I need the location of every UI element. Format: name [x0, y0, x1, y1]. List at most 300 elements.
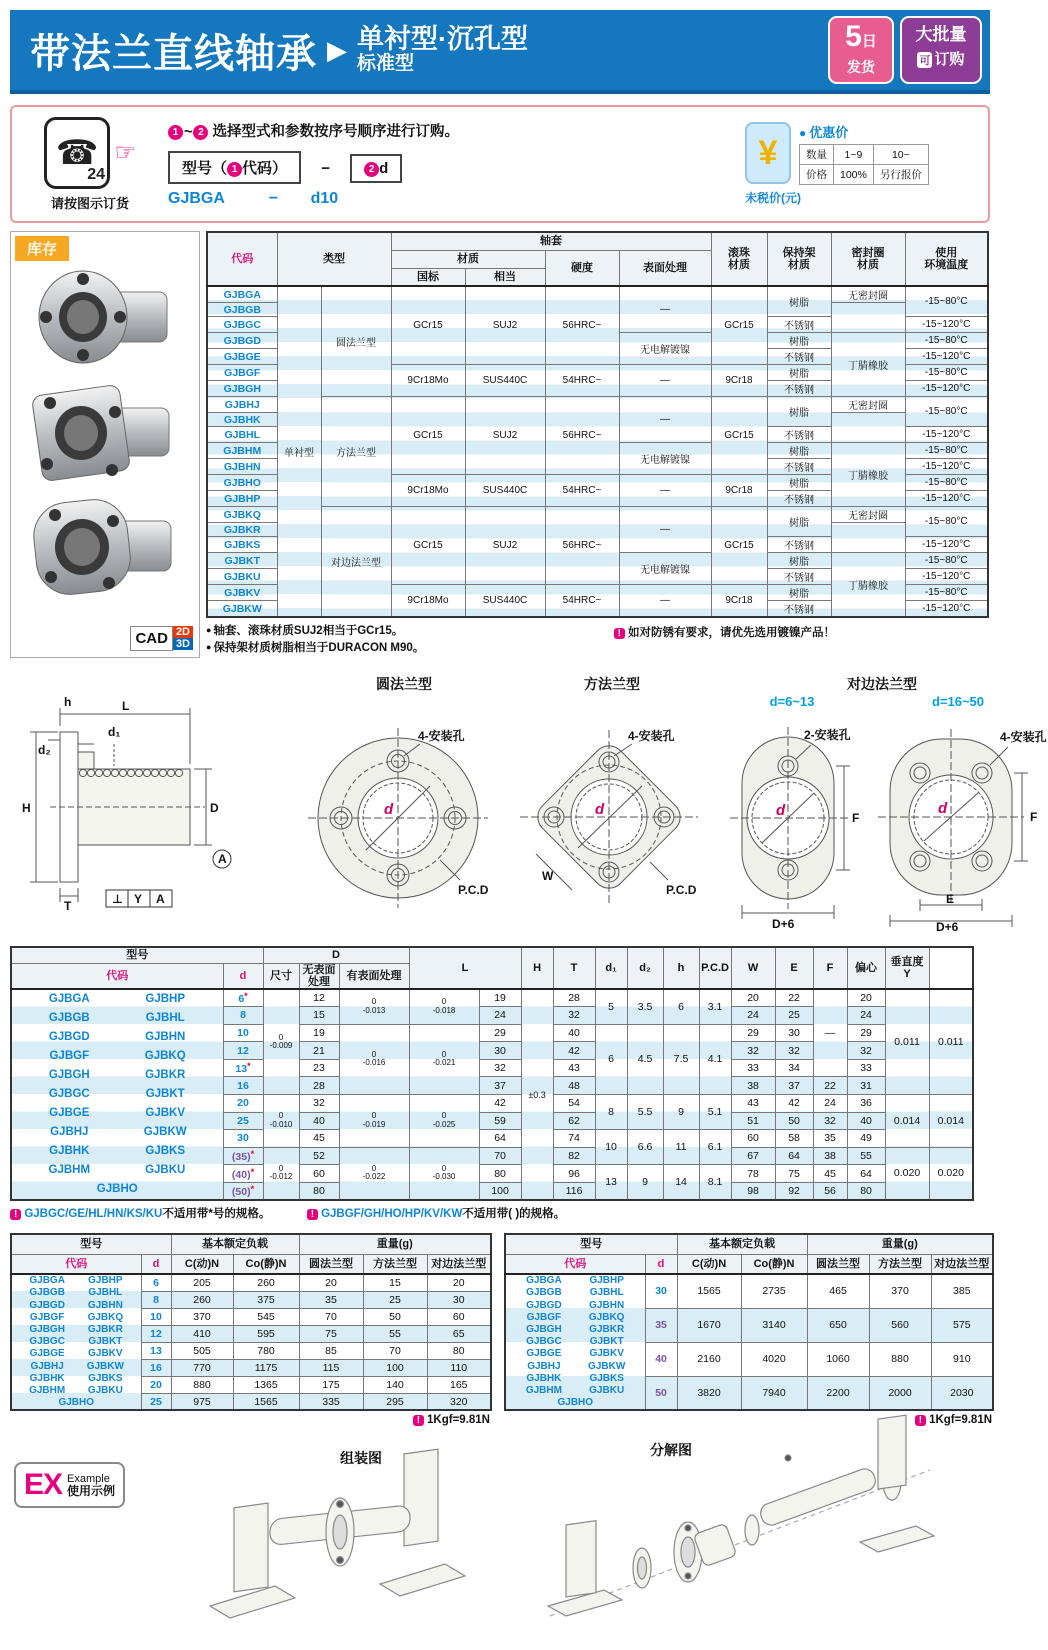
spec-table	[206, 231, 989, 618]
table-cell: d₁	[595, 947, 627, 990]
table-cell: 56HRC~	[545, 507, 619, 585]
dim-label-h: h	[64, 694, 72, 709]
table-cell: —	[619, 286, 711, 333]
table-cell: 6*	[223, 989, 263, 1007]
pcd-label: P.C.D	[458, 882, 489, 897]
bore-d-label: d	[595, 800, 605, 818]
table-cell: GCr15	[711, 507, 767, 585]
ship-days-badge	[828, 16, 894, 84]
table-cell: 22	[813, 1077, 847, 1095]
table-cell: 55	[847, 1147, 885, 1165]
table-cell: 有表面处理	[339, 964, 409, 990]
bulk-icon: 可	[917, 52, 932, 68]
table-cell: 32	[775, 1042, 813, 1060]
product-code-list: GJBGA GJBHP GJBGB GJBHL GJBGD GJBHN GJBGF GJBKQ GJBGH GJBKR GJBGC GJBKT GJBGE GJBKV GJBHJ GJBKW GJBHK GJBKS GJBHM GJBKU GJBHO	[11, 989, 223, 1200]
table-cell: 尺寸	[263, 964, 299, 990]
table-cell: —	[619, 365, 711, 397]
assembly-drawing	[190, 1466, 490, 1636]
ordering-instruction	[168, 120, 745, 141]
table-cell: 25	[141, 1393, 171, 1410]
table-cell: 6.1	[699, 1130, 731, 1165]
table-cell: 对边法兰型	[321, 507, 391, 618]
round-flange-title: 圆法兰型	[376, 675, 432, 692]
dim-table	[10, 946, 974, 1202]
product-code: GJBKT	[207, 553, 277, 569]
table-cell: 代码	[11, 1254, 141, 1274]
table-cell: 8.1	[699, 1165, 731, 1200]
table-cell: 320	[427, 1393, 491, 1410]
product-code: GJBKQ	[207, 507, 277, 523]
phone-caption: 请按图示订货	[50, 195, 129, 211]
table-cell: 50	[645, 1376, 677, 1410]
cross-section-drawing	[10, 674, 300, 919]
table-cell: 8	[223, 1007, 263, 1025]
table-cell: -15~120°C	[905, 427, 988, 443]
table-cell: 0.020	[929, 1147, 973, 1200]
kgf-note: ! 1Kgf=9.81N	[10, 1414, 490, 1426]
table-cell: 4.5	[627, 1024, 663, 1094]
table-cell: 8	[595, 1094, 627, 1129]
dim-label-d2: d₂	[38, 742, 51, 757]
table-cell: 38	[731, 1077, 775, 1095]
table-cell: 31	[847, 1077, 885, 1095]
table-cell: -15~80°C	[905, 333, 988, 349]
table-cell: -15~120°C	[905, 317, 988, 333]
table-cell: 56	[813, 1183, 847, 1201]
table-cell: 24	[731, 1007, 775, 1025]
table-cell: -15~80°C	[905, 585, 988, 601]
opposite-flange-bearing-photo	[25, 493, 185, 601]
table-cell: 20	[427, 1274, 491, 1291]
table-cell: 树脂	[767, 365, 831, 381]
table-cell: -15~80°C	[905, 286, 988, 317]
table-cell: 370	[869, 1274, 931, 1308]
table-cell: 30	[427, 1291, 491, 1308]
order-format	[168, 151, 745, 184]
table-cell: 32	[847, 1042, 885, 1060]
loadR-table	[504, 1233, 994, 1411]
table-cell: 32	[553, 1007, 595, 1025]
dim-label-W: W	[542, 868, 554, 883]
table-cell: 20	[141, 1376, 171, 1393]
table-cell: 不锈钢	[767, 427, 831, 443]
table-cell: 75	[775, 1165, 813, 1183]
table-cell: 保持架 材质	[767, 232, 831, 286]
table-cell: 代码	[505, 1254, 645, 1274]
table-cell: 116	[553, 1183, 595, 1201]
table-cell: 10	[223, 1024, 263, 1042]
discount-price	[799, 122, 970, 185]
table-cell: 34	[775, 1059, 813, 1077]
opposite-flange-small-diagram	[716, 694, 868, 936]
table-cell: 无密封圈	[831, 286, 905, 303]
table-cell: 0.011	[885, 989, 929, 1094]
example-code: GJBGA	[168, 190, 225, 207]
table-cell: 32	[813, 1112, 847, 1130]
dim-label-H: H	[22, 800, 31, 815]
table-cell: 40	[553, 1024, 595, 1042]
table-cell: 65	[427, 1325, 491, 1342]
table-cell: 滚珠 材质	[711, 232, 767, 286]
table-cell: 硬度	[545, 250, 619, 286]
table-cell: 880	[869, 1342, 931, 1376]
exploded-drawing-label: 分解图	[650, 1442, 692, 1459]
table-cell: L	[409, 947, 521, 990]
table-cell: 80	[847, 1183, 885, 1201]
table-cell: Co(静)N	[233, 1254, 299, 1274]
mount-holes-label: 4-安装孔	[628, 728, 675, 743]
table-cell: 165	[427, 1376, 491, 1393]
discount-price-title: ● 优惠价	[799, 125, 849, 140]
table-cell: 650	[807, 1308, 869, 1342]
table-cell: 28	[299, 1077, 339, 1095]
table-cell: 100	[479, 1183, 521, 1201]
opposite-flange-large-diagram	[868, 694, 1048, 936]
table-cell: -15~120°C	[905, 349, 988, 365]
table-cell: 轴套	[391, 232, 711, 250]
table-cell: SUS440C	[465, 365, 545, 397]
yen-icon: ¥	[745, 122, 791, 184]
table-cell: 0 -0.010	[263, 1094, 299, 1147]
product-code: GJBKS	[207, 537, 277, 553]
table-cell: 0.011	[929, 989, 973, 1094]
table-cell: 14	[663, 1165, 699, 1200]
table-cell: 不锈钢	[767, 537, 831, 553]
table-cell: 100	[363, 1359, 427, 1376]
dimension-notes: ! GJBGC/GE/HL/HN/KS/KU不适用带*号的规格。 ! GJBGF/GH/HO/HP/KV/KW不适用带( )的规格。	[10, 1205, 990, 1221]
page-title: 带法兰直线轴承	[30, 31, 317, 76]
table-cell: 0 -0.016	[339, 1024, 409, 1094]
table-cell: 32	[731, 1042, 775, 1060]
bulk-text: 订购	[934, 51, 965, 68]
table-cell: 67	[731, 1147, 775, 1165]
arrow-icon: ▶	[327, 34, 347, 65]
table-cell: 3.1	[699, 989, 731, 1024]
table-cell: 85	[299, 1342, 363, 1359]
qty-10plus: 10~	[873, 145, 928, 165]
table-cell: 13*	[223, 1059, 263, 1077]
table-cell: 1060	[807, 1342, 869, 1376]
table-cell: -15~80°C	[905, 365, 988, 381]
table-cell: 45	[299, 1130, 339, 1148]
table-cell: 260	[233, 1274, 299, 1291]
table-cell: -15~80°C	[905, 553, 988, 569]
table-cell: 树脂	[767, 443, 831, 459]
table-cell: 树脂	[767, 397, 831, 427]
table-cell: 770	[171, 1359, 233, 1376]
table-cell: 重量(g)	[299, 1234, 491, 1254]
datum-A-label: A	[218, 851, 227, 866]
table-cell: 50	[775, 1112, 813, 1130]
table-cell: 表面处理	[619, 250, 711, 286]
table-cell: 110	[427, 1359, 491, 1376]
product-code: GJBGD	[207, 333, 277, 349]
product-code: GJBHL	[207, 427, 277, 443]
product-code-list: GJBGA GJBHP GJBGB GJBHL GJBGD GJBHN GJBGF GJBKQ GJBGH GJBKR GJBGC GJBKT GJBGE GJBKV GJBHJ GJBKW GJBHK GJBKS GJBHM GJBKU GJBHO	[11, 1274, 141, 1410]
kgf-note: ! 1Kgf=9.81N	[504, 1414, 992, 1426]
model-code-box: 型号（ 1 代码）	[168, 151, 301, 184]
table-cell	[831, 523, 905, 553]
price-table	[799, 144, 929, 185]
table-cell: C(动)N	[171, 1254, 233, 1274]
warning-icon: !	[413, 1415, 424, 1426]
ordering-panel	[10, 105, 990, 223]
table-cell: 975	[171, 1393, 233, 1410]
table-cell: 代码	[11, 964, 223, 990]
table-cell: -15~120°C	[905, 459, 988, 475]
table-cell: -15~80°C	[905, 475, 988, 491]
table-cell: 1565	[677, 1274, 741, 1308]
table-cell: C(动)N	[677, 1254, 741, 1274]
table-cell: 丁腈橡胶	[831, 553, 905, 618]
table-cell: 80	[479, 1165, 521, 1183]
table-cell: -15~120°C	[905, 569, 988, 585]
table-cell: 29	[847, 1024, 885, 1042]
table-cell: -15~120°C	[905, 601, 988, 618]
product-code: GJBKU	[207, 569, 277, 585]
stock-badge: 库存	[15, 236, 69, 261]
table-cell: SUJ2	[465, 397, 545, 475]
table-cell	[831, 303, 905, 333]
table-cell: 25	[775, 1007, 813, 1025]
table-cell: 7.5	[663, 1024, 699, 1094]
square-flange-diagram	[508, 674, 716, 925]
table-cell: 不锈钢	[767, 317, 831, 333]
telephone-icon: ☎	[55, 133, 99, 172]
table-cell: H	[521, 947, 553, 990]
mount-holes-2-label: 2-安装孔	[804, 727, 851, 742]
table-cell: 3820	[677, 1376, 741, 1410]
table-cell: 垂直度 Y	[885, 947, 929, 990]
note-line: ● 保持架材质树脂相当于DURACON M90。	[206, 642, 425, 655]
table-cell: 910	[931, 1342, 993, 1376]
table-cell: 48	[553, 1077, 595, 1095]
table-cell: 偏心	[847, 947, 885, 990]
header-bar	[10, 10, 990, 94]
dim-label-F: F	[1030, 809, 1038, 824]
product-code: GJBKW	[207, 601, 277, 618]
d-range-6-13: d=6~13	[769, 693, 815, 709]
instruction-text: 选择型式和参数按序号顺序进行订购。	[212, 124, 459, 140]
cad-3d: 3D	[173, 638, 193, 650]
table-cell: 2160	[677, 1342, 741, 1376]
table-cell: 0 -0.009	[263, 989, 299, 1094]
table-cell: 方法兰型	[321, 397, 391, 507]
table-cell: 无密封圈	[831, 507, 905, 523]
table-cell: 2000	[869, 1376, 931, 1410]
order-example: GJBGA − d10	[168, 190, 339, 207]
table-cell: 0.014	[885, 1094, 929, 1147]
table-cell: 70	[479, 1147, 521, 1165]
table-cell: SUJ2	[465, 507, 545, 585]
table-cell: 不锈钢	[767, 349, 831, 365]
table-cell: 1175	[233, 1359, 299, 1376]
table-cell: 使用 环境温度	[905, 232, 988, 286]
dim-label-L: L	[122, 698, 130, 713]
table-cell: 35	[645, 1308, 677, 1342]
table-cell: 9Cr18Mo	[391, 365, 465, 397]
table-cell: —	[619, 507, 711, 553]
table-cell: 不锈钢	[767, 381, 831, 397]
bulk-order-badge	[900, 16, 982, 84]
table-cell: 780	[233, 1342, 299, 1359]
table-cell: 37	[775, 1077, 813, 1095]
table-cell: 0 -0.018	[409, 989, 479, 1024]
table-cell: 42	[479, 1094, 521, 1112]
table-cell: 0 -0.012	[263, 1147, 299, 1200]
table-cell: (40)*	[223, 1165, 263, 1183]
d-range-16-50: d=16~50	[931, 693, 985, 709]
table-cell: 树脂	[767, 286, 831, 317]
load-tables	[10, 1233, 993, 1427]
table-cell: 70	[299, 1308, 363, 1325]
ship-day: 日	[861, 33, 877, 50]
table-cell: 29	[731, 1024, 775, 1042]
table-cell: GCr15	[391, 286, 465, 365]
table-cell: 方法兰型	[363, 1254, 427, 1274]
table-cell: 30	[479, 1042, 521, 1060]
note-codes-1: GJBGC/GE/HL/HN/KS/KU	[24, 1208, 163, 1221]
table-cell: 52	[299, 1147, 339, 1165]
table-cell: 16	[223, 1077, 263, 1095]
table-cell: SUS440C	[465, 475, 545, 507]
table-cell: 60	[427, 1308, 491, 1325]
table-cell: -15~120°C	[905, 381, 988, 397]
product-code: GJBKV	[207, 585, 277, 601]
product-code: GJBKR	[207, 523, 277, 537]
loadL-table	[10, 1233, 492, 1411]
table-cell: 40	[299, 1112, 339, 1130]
table-cell: 3.5	[627, 989, 663, 1024]
table-cell: W	[731, 947, 775, 990]
table-cell: 20	[223, 1094, 263, 1112]
product-code: GJBGB	[207, 303, 277, 317]
table-cell: 80	[427, 1342, 491, 1359]
table-cell: 59	[479, 1112, 521, 1130]
table-cell: 385	[931, 1274, 993, 1308]
table-cell: 树脂	[767, 475, 831, 491]
table-cell: 9Cr18	[711, 475, 767, 507]
ordering-steps	[150, 120, 745, 208]
product-code: GJBHK	[207, 413, 277, 427]
table-cell: 19	[479, 989, 521, 1007]
table-cell: 75	[299, 1325, 363, 1342]
warning-icon: !	[614, 628, 625, 639]
table-cell: -15~80°C	[905, 507, 988, 537]
dot-icon: ●	[799, 126, 807, 140]
table-cell: —	[619, 397, 711, 443]
table-cell: 43	[731, 1094, 775, 1112]
assembly-drawing-label: 组装图	[340, 1450, 382, 1467]
table-cell: 115	[299, 1359, 363, 1376]
product-code: GJBGC	[207, 317, 277, 333]
bore-d-label: d	[384, 800, 394, 818]
table-cell: 25	[363, 1291, 427, 1308]
bullet-icon: ●	[206, 642, 212, 653]
step2-icon: 2	[364, 162, 379, 177]
table-cell: 595	[233, 1325, 299, 1342]
table-cell: 260	[171, 1291, 233, 1308]
subtitle-line2: 标准型	[357, 53, 415, 75]
note-codes-2: GJBGF/GH/HO/HP/KV/KW	[321, 1208, 463, 1221]
table-cell: 22	[775, 989, 813, 1007]
table-cell: 不锈钢	[767, 601, 831, 618]
spec-table	[206, 231, 990, 618]
table-cell: 32	[299, 1094, 339, 1112]
table-cell: 12	[141, 1325, 171, 1342]
table-cell: 205	[171, 1274, 233, 1291]
step1-icon: 1	[168, 125, 183, 140]
table-cell: 无电解镀镍	[619, 553, 711, 585]
table-cell: 重量(g)	[807, 1234, 993, 1254]
table-cell: -15~120°C	[905, 491, 988, 507]
table-cell: 40	[847, 1112, 885, 1130]
pcd-label: P.C.D	[666, 882, 697, 897]
table-cell: 295	[363, 1393, 427, 1410]
usage-example-section	[10, 1440, 990, 1640]
table-cell: 1670	[677, 1308, 741, 1342]
table-cell: 4020	[741, 1342, 807, 1376]
price-100: 100%	[834, 165, 874, 185]
table-cell: -15~80°C	[905, 397, 988, 427]
table-cell	[831, 413, 905, 443]
table-cell: 40	[645, 1342, 677, 1376]
product-code: GJBHP	[207, 491, 277, 507]
table-cell: 56HRC~	[545, 286, 619, 365]
table-cell: 0.014	[929, 1094, 973, 1147]
table-cell: 98	[731, 1183, 775, 1201]
table-cell: 树脂	[767, 585, 831, 601]
table-cell: 20	[299, 1274, 363, 1291]
table-cell: GCr15	[391, 507, 465, 585]
bulk-top: 大批量	[915, 25, 967, 44]
table-cell: 圆法兰型	[299, 1254, 363, 1274]
table-cell: 树脂	[767, 507, 831, 537]
table-cell: —	[813, 989, 847, 1077]
table-cell: 54	[553, 1094, 595, 1112]
table-cell: 对边法兰型	[931, 1254, 993, 1274]
table-cell: 1565	[233, 1393, 299, 1410]
table-cell: 0 -0.013	[339, 989, 409, 1024]
table-cell: h	[663, 947, 699, 990]
table-cell: 38	[813, 1147, 847, 1165]
spec-notes	[206, 623, 990, 658]
subtitle-line1: 单衬型·沉孔型	[357, 23, 528, 54]
table-cell: 不锈钢	[767, 569, 831, 585]
table-cell: d₂	[627, 947, 663, 990]
table-cell: 基本额定负载	[171, 1234, 299, 1254]
opposite-flange-title: 对边法兰型	[847, 675, 917, 692]
table-cell: 2030	[931, 1376, 993, 1410]
note-line: ● 轴套、滚珠材质SUJ2相当于GCr15。	[206, 625, 404, 637]
mount-holes-label: 4-安装孔	[418, 728, 465, 743]
dim-label-D6: D+6	[772, 916, 795, 931]
pointing-hand-icon: ☞	[114, 139, 136, 166]
product-photos	[15, 236, 195, 601]
cad-label: CAD	[130, 626, 173, 651]
table-cell: 23	[299, 1059, 339, 1077]
table-cell: 30	[223, 1130, 263, 1148]
table-cell: SUJ2	[465, 286, 545, 365]
table-cell: 9Cr18	[711, 585, 767, 618]
table-cell: 无电解镀镍	[619, 333, 711, 365]
table-cell: 15	[363, 1274, 427, 1291]
table-cell: 9Cr18Mo	[391, 475, 465, 507]
page-subtitle	[357, 25, 528, 76]
product-code: GJBHO	[207, 475, 277, 491]
tolerance-A-label: A	[156, 891, 165, 906]
table-cell: 5.1	[699, 1094, 731, 1129]
